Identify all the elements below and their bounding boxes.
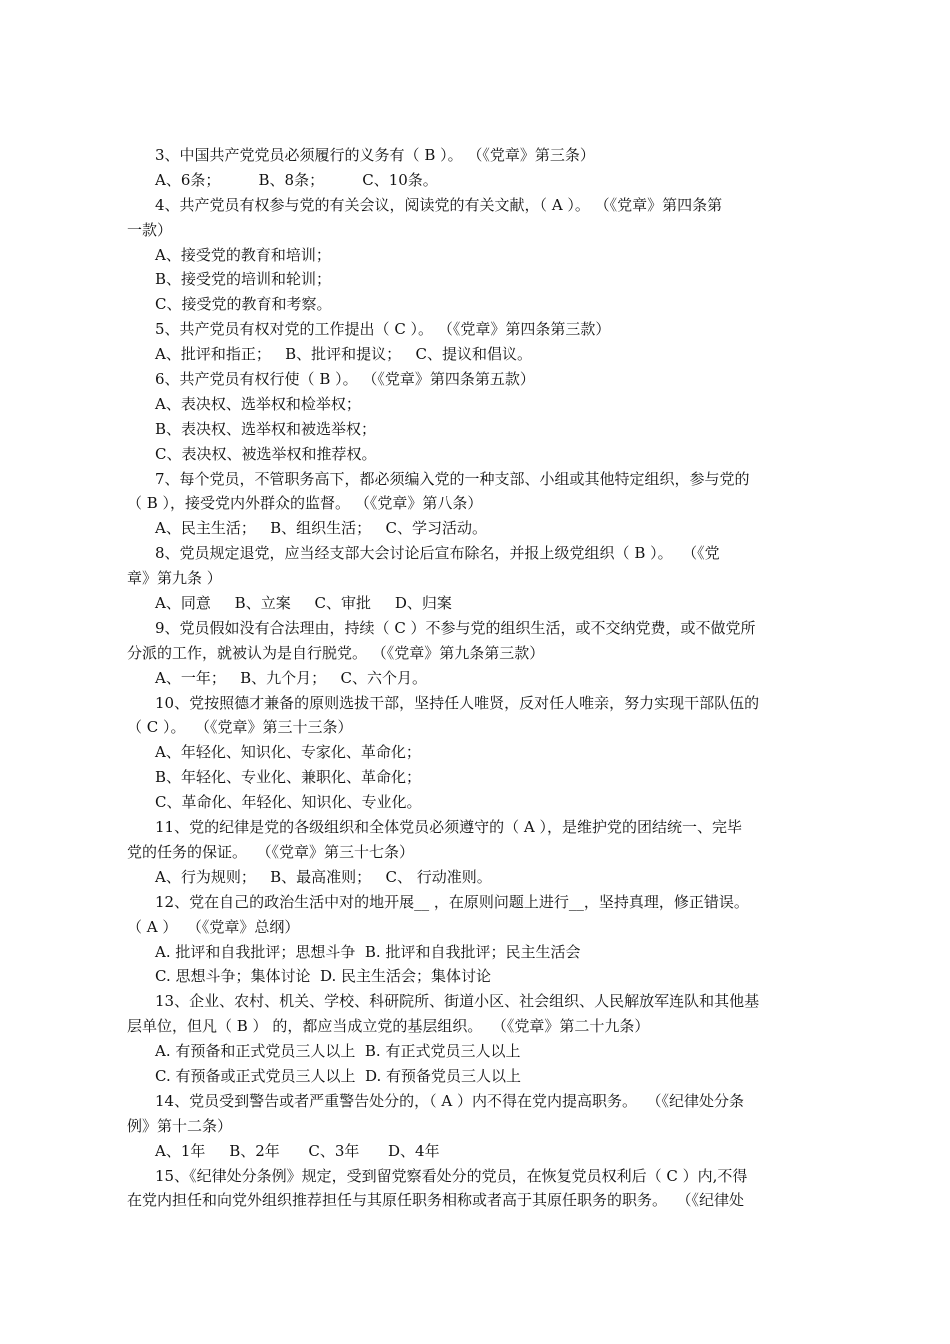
text-line: A. 批评和自我批评；思想斗争 B. 批评和自我批评；民主生活会 (155, 942, 581, 961)
text-line: （ A ） （《党章》总纲） (127, 917, 300, 936)
text-line: C、表决权、被选举权和推荐权。 (155, 444, 377, 463)
text-line: B、表决权、选举权和被选举权； (155, 419, 377, 438)
text-line: A、民主生活； B、组织生活； C、学习活动。 (155, 519, 487, 538)
text-line: 11、党的纪律是党的各级组织和全体党员必须遵守的（ A ），是维护党的团结统一、完毕 (155, 818, 742, 837)
text-line: A、表决权、选举权和检举权； (155, 394, 361, 413)
text-line: A、年轻化、知识化、专家化、革命化； (155, 743, 421, 762)
text-line: B、年轻化、专业化、兼职化、革命化； (155, 768, 422, 787)
text-line: 12、党在自己的政治生活中对的地开展__ ，在原则问题上进行__，坚持真理，修正错误。 (155, 892, 749, 911)
text-line: A、1年 B、2年 C、3年 D、4年 (155, 1141, 440, 1160)
text-line: B、接受党的培训和轮训； (155, 270, 332, 289)
text-line: 4、共产党员有权参与党的有关会议，阅读党的有关文献，（ A ）。 （《党章》第四条第 (155, 195, 723, 214)
text-line: C. 思想斗争；集体讨论 D. 民主生活会；集体讨论 (155, 967, 492, 986)
text-line: 党的任务的保证。 （《党章》第三十七条） (127, 842, 415, 861)
text-line: A、行为规则； B、最高准则； C、 行动准则。 (155, 867, 492, 886)
text-line: 在党内担任和向党外组织推荐担任与其原任职务相称或者高于其原任职务的职务。 （《纪律处 (127, 1191, 745, 1210)
text-line: 分派的工作，就被认为是自行脱党。 （《党章》第九条第三款） (127, 643, 545, 662)
text-line: 15、《纪律处分条例》规定，受到留党察看处分的党员，在恢复党员权利后（ C ）内,不得 (155, 1166, 748, 1185)
text-line: 10、党按照德才兼备的原则选拔干部，坚持任人唯贤，反对任人唯亲，努力实现干部队伍的 (155, 693, 760, 712)
text-line: 例》第十二条） (127, 1116, 233, 1135)
document-body (0, 143, 950, 1213)
text-line: A、6条； B、8条； C、10条。 (155, 170, 438, 189)
text-line: 14、党员受到警告或者严重警告处分的，（ A ）内不得在党内提高职务。 （《纪律处分条 (155, 1091, 744, 1110)
text-line: C、接受党的教育和考察。 (155, 295, 332, 314)
text-line: 8、党员规定退党，应当经支部大会讨论后宣布除名，并报上级党组织（ B ）。 （《党 (155, 544, 720, 563)
text-line: （ C ）。 （《党章》第三十三条） (127, 718, 353, 737)
text-line: A、一年； B、九个月； C、六个月。 (155, 668, 427, 687)
text-line: C、革命化、年轻化、知识化、专业化。 (155, 793, 422, 812)
text-line: A、接受党的教育和培训； (155, 245, 331, 264)
text-line: 13、企业、农村、机关、学校、科研院所、街道小区、社会组织、人民解放军连队和其他基 (155, 992, 760, 1011)
text-line: A. 有预备和正式党员三人以上 B. 有正式党员三人以上 (155, 1042, 521, 1061)
text-line: C. 有预备或正式党员三人以上 D. 有预备党员三人以上 (155, 1066, 522, 1085)
text-line: 9、党员假如没有合法理由，持续（ C ）不参与党的组织生活，或不交纳党费，或不做党所 (155, 618, 756, 637)
text-line: 6、共产党员有权行使（ B ）。 （《党章》第四条第五款） (155, 370, 535, 389)
text-line: A、批评和指正； B、批评和提议； C、提议和倡议。 (155, 345, 532, 364)
text-line: 3、中国共产党党员必须履行的义务有（ B ）。 （《党章》第三条） (155, 146, 595, 164)
text-line: A、同意 B、立案 C、审批 D、归案 (155, 594, 452, 613)
text-line: 层单位，但凡（ B ） 的，都应当成立党的基层组织。 （《党章》第二十九条） (127, 1017, 650, 1036)
text-line: 7、每个党员，不管职务高下，都必须编入党的一种支部、小组或其他特定组织，参与党的 (155, 469, 750, 488)
text-line: （ B ），接受党内外群众的监督。 （《党章》第八条） (127, 494, 483, 513)
text-line: 一款） (127, 220, 173, 239)
text-line: 5、共产党员有权对党的工作提出（ C ）。 （《党章》第四条第三款） (155, 320, 611, 339)
text-line: 章》第九条 ） (127, 569, 222, 588)
